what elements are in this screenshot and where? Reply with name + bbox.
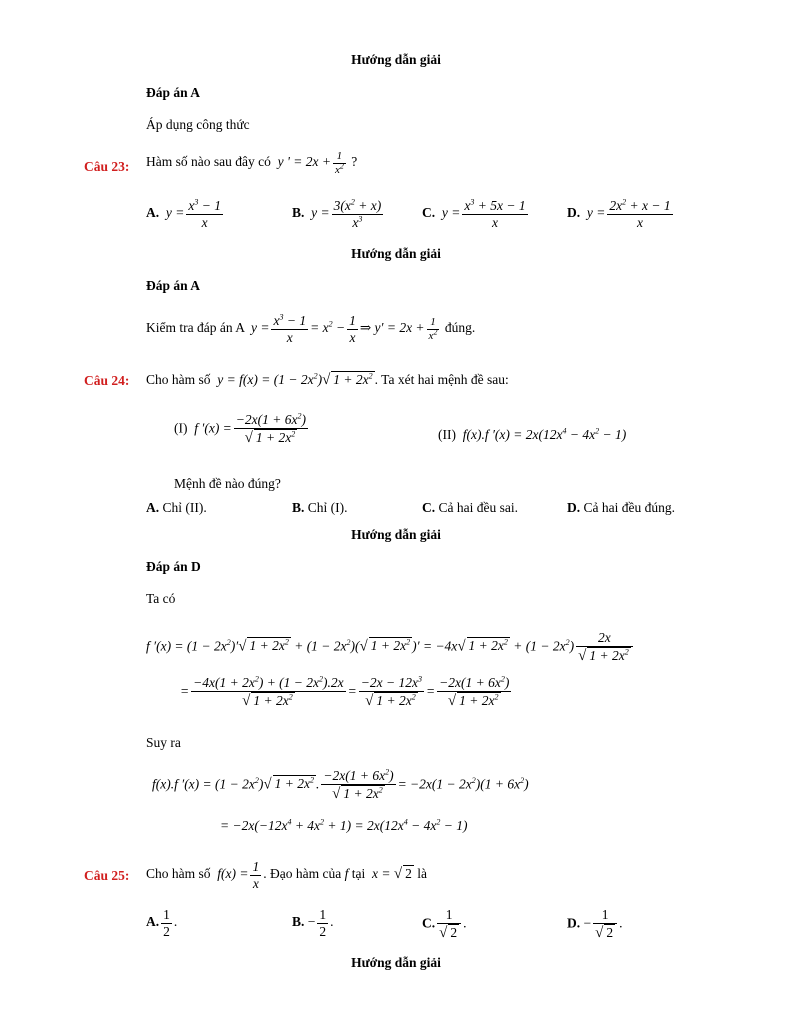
q24-option-a: A. Chỉ (II). (146, 500, 207, 515)
q24-statement-1: (I) f ′(x) = $\frac{-2x(1 + 6x^2)}{√ 1 + 2x^2}$ (174, 411, 306, 446)
question-25-label: Câu 25: (84, 868, 130, 883)
q24-option-b: B. Chỉ (I). (292, 500, 348, 515)
ta-co-text: Ta có (146, 591, 176, 606)
derivation-line-1: f $'(x) = (1 - 2x^2)'√$ $1 + 2x^2 + (1 - 2x^2)(√$ $1 + 2x^2$ )′ = −4x√ $1 + 2x^2 + (1 - 2x^2)$ $\frac{2x}{√ 1 + 2x^2}$ (146, 630, 635, 665)
answer-label-24: Đáp án D (146, 559, 201, 574)
derivation-line-3: f(x).f $'(x) = (1 - 2x^2)√$ $1 + 2x^2$ . $\frac{-2x(1 + 6x^2)}{√ 1 + 2x^2}$ = $-2x(1 - 2x^2)(1 + 6x^2)$ (152, 767, 529, 802)
solution-heading-3: Hướng dẫn giải (351, 527, 441, 542)
question-23-prompt: Hàm số nào sau đây có y ' = 2x + $\frac{1}{x^2}$ ? (146, 150, 358, 176)
derivation-line-4: = $-2x(-12x^4 + 4x^2 + 1) = 2x(12x^4 - 4x^2 - 1)$ (220, 817, 468, 833)
q25-option-c: C. $\frac{1}{√ 2}$ . (422, 907, 467, 941)
q23-check-line: Kiểm tra đáp án A y = $\frac{x^3 - 1}{x}$ = $x^2$ − $\frac{1}{x}$ ⇒ y′ = 2x + $\frac{1}{x^2}$ đúng. (146, 312, 476, 345)
question-24-label: Câu 24: (84, 373, 130, 388)
q23-option-c: C. y = $\frac{x^3 + 5x - 1}{x}$ (422, 197, 526, 230)
question-25-prompt: Cho hàm số f(x) = $\frac{1}{x}$ . Đạo hàm của f tại x = √ 2 là (146, 859, 427, 891)
q25-option-a: A. $\frac{1}{2}$ . (146, 907, 178, 939)
question-23-prompt-text: Hàm số nào sau đây có (146, 154, 271, 170)
solution-heading-2: Hướng dẫn giải (351, 246, 441, 261)
suy-ra-text: Suy ra (146, 735, 181, 750)
solution-heading-4: Hướng dẫn giải (351, 955, 441, 970)
q24-option-c: C. Cả hai đều sai. (422, 500, 518, 515)
q25-option-d: D. − $\frac{1}{√ 2}$ . (567, 907, 623, 941)
question-23-prompt-formula: y ' = 2x + (274, 154, 331, 170)
q25-option-b: B. − $\frac{1}{2}$ . (292, 907, 334, 939)
q24-option-d: D. Cả hai đều đúng. (567, 500, 675, 515)
q23-option-a: A. y = $\frac{x^3 - 1}{x}$ (146, 197, 221, 230)
apply-formula-text: Áp dụng công thức (146, 117, 250, 132)
answer-label-23: Đáp án A (146, 278, 201, 293)
question-23-label: Câu 23: (84, 159, 130, 174)
q23-option-b: B. y = $\frac{3(x^2 + x)}{x^3}$ (292, 197, 382, 230)
q24-question: Mệnh đề nào đúng? (174, 476, 281, 491)
q23-prompt-fraction: $\frac{1}{x^2}$ (334, 150, 344, 176)
answer-label-top: Đáp án A (146, 85, 201, 100)
question-24-prompt: Cho hàm số $y = f(x) = (1 - 2x^2)√$ $1 + 2x^2$ . Ta xét hai mệnh đề sau: (146, 371, 509, 388)
derivation-line-2: = $\frac{-4x(1 + 2x^2) + (1 - 2x^2).2x}{√ 1 + 2x^2}$ = $\frac{-2x - 12x^3}{√ 1 + 2x^2}$ = $\frac{-2x(1 + 6x^2)}{√ 1 + 2x^2}$ (180, 674, 510, 709)
q23-option-d: D. y = $\frac{2x^2 + x - 1}{x}$ (567, 197, 671, 230)
q24-statement-2: (II) f(x).f $'(x) = 2x(12x^4 - 4x^2 - 1)$ (438, 426, 627, 442)
solution-heading-1: Hướng dẫn giải (351, 52, 441, 67)
